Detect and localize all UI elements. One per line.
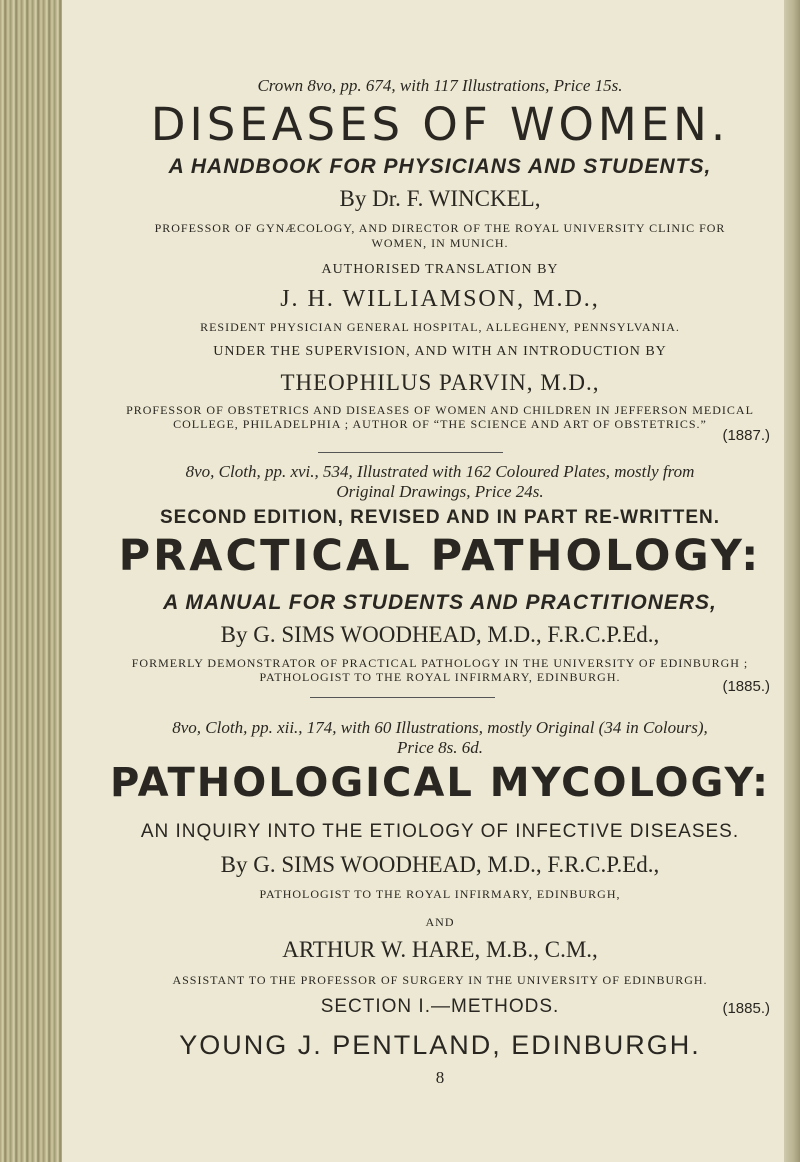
book3-coauthor-desc: ASSISTANT TO THE PROFESSOR OF SURGERY IN THE UNIVERSITY OF EDINBURGH. — [172, 973, 708, 987]
book3-format-2: Price 8s. 6d. — [397, 738, 483, 757]
book1-title: DISEASES OF WOMEN. — [150, 98, 730, 151]
book1-year: (1887.) — [722, 427, 770, 444]
book3-author: By G. SIMS WOODHEAD, M.D., F.R.C.P.Ed., — [220, 852, 660, 877]
divider-1 — [318, 452, 503, 453]
book1-translation-by: AUTHORISED TRANSLATION BY — [321, 262, 559, 277]
book1-author-desc-2: WOMEN, IN MUNICH. — [371, 236, 509, 250]
book2-author: By G. SIMS WOODHEAD, M.D., F.R.C.P.Ed., — [220, 622, 660, 647]
book2-author-desc-1: FORMERLY DEMONSTRATOR OF PRACTICAL PATHOLOGY IN THE UNIVERSITY OF EDINBURGH ; — [131, 656, 749, 670]
page-right-shadow — [784, 0, 800, 1162]
book1-supervisor-desc-2: COLLEGE, PHILADELPHIA ; AUTHOR OF “THE SCIENCE AND ART OF OBSTETRICS.” — [173, 417, 707, 431]
book3-subtitle: AN INQUIRY INTO THE ETIOLOGY OF INFECTIVE DISEASES. — [140, 821, 740, 842]
book1-supervision: UNDER THE SUPERVISION, AND WITH AN INTRODUCTION BY — [213, 344, 667, 359]
book1-author-desc-1: PROFESSOR OF GYNÆCOLOGY, AND DIRECTOR OF THE ROYAL UNIVERSITY CLINIC FOR — [154, 221, 726, 235]
publisher: YOUNG J. PENTLAND, EDINBURGH. — [179, 1030, 701, 1060]
book3-year: (1885.) — [722, 1000, 770, 1017]
book2-subtitle: A MANUAL FOR STUDENTS AND PRACTITIONERS, — [163, 591, 717, 614]
book2-format-2: Original Drawings, Price 24s. — [336, 482, 544, 501]
book2-author-desc-2: PATHOLOGIST TO THE ROYAL INFIRMARY, EDINBURGH. — [259, 670, 621, 684]
book2-format-1: 8vo, Cloth, pp. xvi., 534, Illustrated with 162 Coloured Plates, mostly from — [185, 462, 695, 481]
book2-title: PRACTICAL PATHOLOGY: — [118, 531, 762, 581]
book3-and: AND — [425, 915, 455, 929]
book1-author: By Dr. F. WINCKEL, — [339, 186, 541, 211]
book1-supervisor: THEOPHILUS PARVIN, M.D., — [280, 370, 600, 395]
book1-supervisor-desc-1: PROFESSOR OF OBSTETRICS AND DISEASES OF WOMEN AND CHILDREN IN JEFFERSON MEDICAL — [126, 403, 754, 417]
book3-section: SECTION I.—METHODS. — [320, 996, 560, 1017]
book2-year: (1885.) — [722, 678, 770, 695]
page-number: 8 — [435, 1068, 445, 1087]
book3-format-1: 8vo, Cloth, pp. xii., 174, with 60 Illustrations, mostly Original (34 in Colours), — [172, 718, 708, 737]
book3-coauthor: ARTHUR W. HARE, M.B., C.M., — [282, 937, 598, 962]
book-page-edges — [0, 0, 62, 1162]
book3-author-desc: PATHOLOGIST TO THE ROYAL INFIRMARY, EDINBURGH, — [259, 887, 621, 901]
book1-translator: J. H. WILLIAMSON, M.D., — [280, 286, 600, 312]
book1-format: Crown 8vo, pp. 674, with 117 Illustrations, Price 15s. — [257, 76, 623, 95]
book2-edition: SECOND EDITION, REVISED AND IN PART RE-WRITTEN. — [159, 507, 721, 528]
book3-title: PATHOLOGICAL MYCOLOGY: — [110, 760, 770, 806]
divider-2 — [310, 697, 495, 698]
book1-subtitle: A HANDBOOK FOR PHYSICIANS AND STUDENTS, — [168, 155, 712, 178]
book1-translator-desc: RESIDENT PHYSICIAN GENERAL HOSPITAL, ALLEGHENY, PENNSYLVANIA. — [200, 320, 680, 334]
